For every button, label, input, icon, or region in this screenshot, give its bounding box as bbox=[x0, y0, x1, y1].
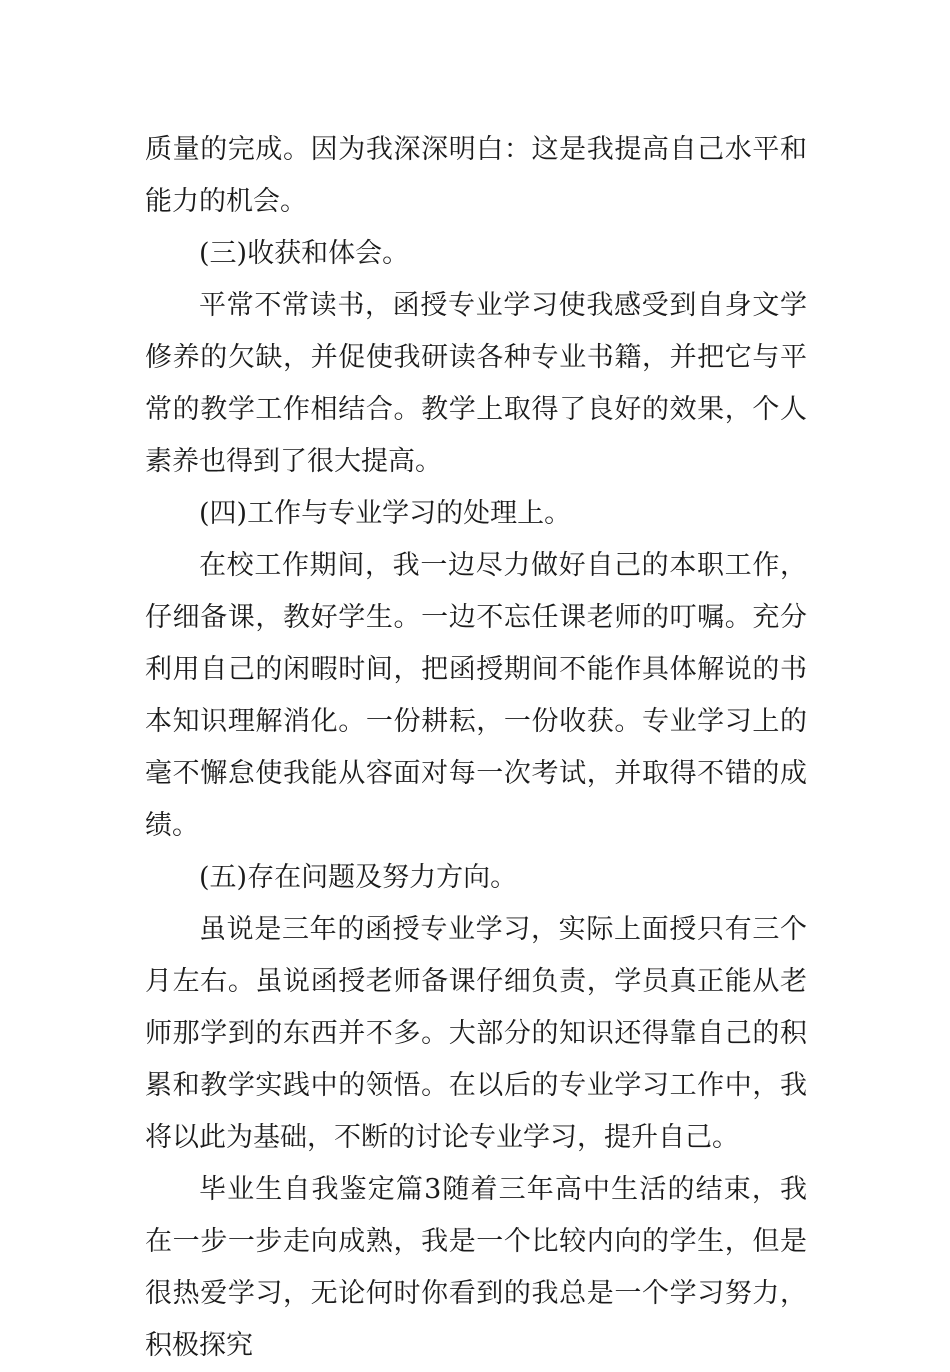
section-heading-3: (三)收获和体会。 bbox=[199, 238, 410, 269]
paragraph: 毕业生自我鉴定篇3随着三年高中生活的结束，我在一步一步走向成熟，我是一个比较内向的学生，但是很热爱学习，无论何时你看到的我总是一个学习努力，积极探究 bbox=[145, 1174, 807, 1361]
paragraph: 虽说是三年的函授专业学习，实际上面授只有三个月左右。虽说函授老师备课仔细负责，学员真正能从老师那学到的东西并不多。大部分的知识还得靠自己的积累和教学实践中的领悟。在以后的专业学习工作中，我将以此为基础，不断的讨论专业学习，提升自己。 bbox=[145, 914, 807, 1153]
section-heading-4: (四)工作与专业学习的处理上。 bbox=[199, 498, 572, 529]
paragraph-continuation: 质量的完成。因为我深深明白：这是我提高自己水平和能力的机会。 bbox=[145, 134, 807, 217]
paragraph: 在校工作期间，我一边尽力做好自己的本职工作，仔细备课，教好学生。一边不忘任课老师的叮嘱。充分利用自己的闲暇时间，把函授期间不能作具体解说的书本知识理解消化。一份耕耘，一份收获。专业学习上的毫不懈怠使我能从容面对每一次考试，并取得不错的成绩。 bbox=[145, 550, 807, 841]
section-heading-5: (五)存在问题及努力方向。 bbox=[199, 862, 518, 893]
document-body bbox=[145, 124, 807, 1372]
paragraph: 平常不常读书，函授专业学习使我感受到自身文学修养的欠缺，并促使我研读各种专业书籍，并把它与平常的教学工作相结合。教学上取得了良好的效果，个人素养也得到了很大提高。 bbox=[145, 290, 807, 477]
